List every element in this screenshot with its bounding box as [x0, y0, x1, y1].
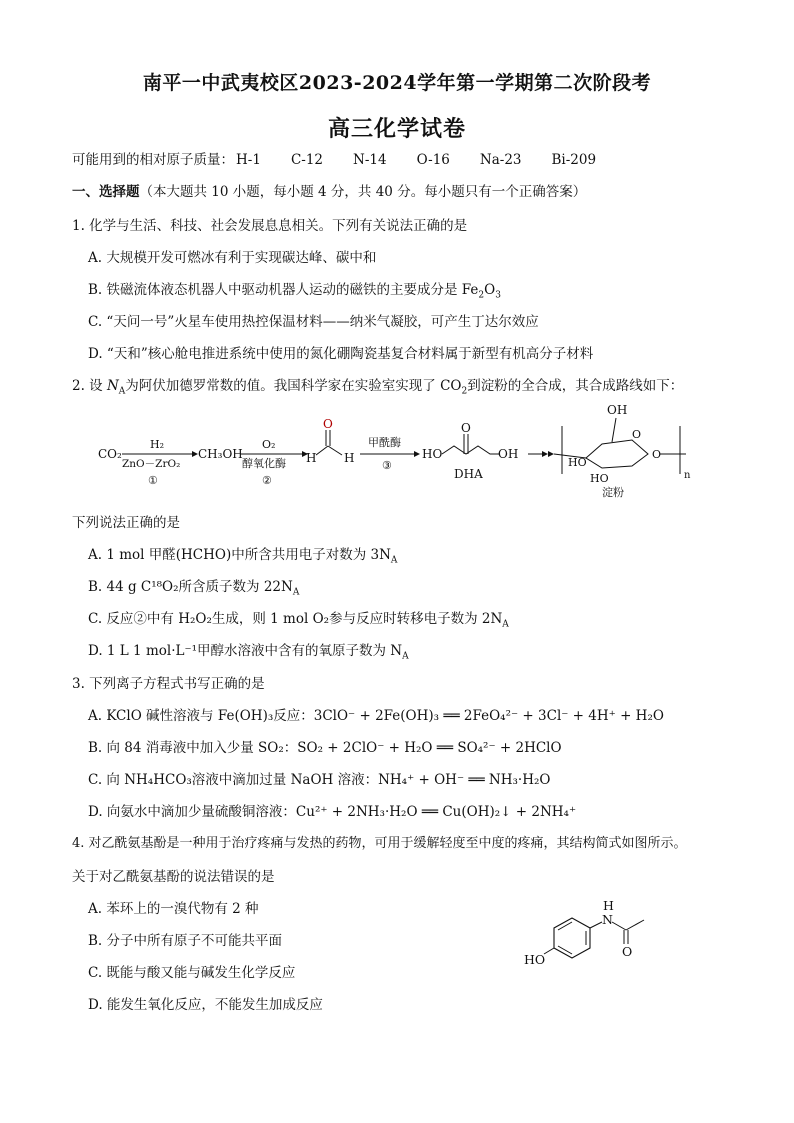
struct-n: N — [602, 912, 613, 927]
atomic-masses-label: 可能用到的相对原子质量： — [72, 152, 234, 168]
synthesis-scheme — [92, 400, 712, 510]
mass-bi: Bi-209 — [551, 152, 597, 168]
exam-title: 南平一中武夷校区2023-2024学年第一学期第二次阶段考 — [142, 72, 652, 94]
starch-ring — [586, 440, 648, 468]
arrow-4-head-a — [542, 451, 548, 457]
q2-option-b-text: B. 44 g C¹⁸O₂所含质子数为 22N — [88, 579, 293, 595]
scheme-step1: ① — [148, 474, 158, 487]
q3-option-b: B. 向 84 消毒液中加入少量 SO₂：SO₂ + 2ClO⁻ + H₂O ══ SO₄²⁻ + 2HClO — [88, 740, 562, 756]
struct-ho: HO — [524, 952, 546, 967]
benzene-double-3 — [558, 946, 572, 954]
q2-option-d-sub: A — [402, 651, 409, 662]
starch-ho-bottom: HO — [590, 472, 609, 485]
section-title: 一、选择题 — [72, 184, 140, 200]
q2-stem-sub: 2 — [461, 386, 468, 397]
n-bond — [590, 922, 602, 928]
amide-bond — [612, 922, 626, 930]
hcho-h-left: H — [306, 451, 317, 465]
paracetamol-structure — [520, 892, 680, 976]
q3-option-a: A. KClO 碱性溶液与 Fe(OH)₃反应：3ClO⁻ + 2Fe(OH)₃ ══ 2FeO₄²⁻ + 3Cl⁻ + 4H⁺ + H₂O — [88, 708, 664, 724]
hcho-o: O — [323, 417, 333, 431]
q2-option-b-sub: A — [292, 587, 300, 598]
ho-bond — [544, 948, 554, 954]
q4-option-c: C. 既能与酸又能与碱发生化学反应 — [88, 965, 296, 981]
dha-o: O — [461, 421, 471, 435]
q2-stem-end: 到淀粉的全合成，其合成路线如下： — [467, 378, 684, 394]
starch-ch2oh-bond — [612, 418, 616, 442]
section-heading — [72, 183, 586, 201]
q3-option-c: C. 向 NH₄HCO₃溶液中滴加过量 NaOH 溶液：NH₄⁺ + OH⁻ ══ NH₃·H₂O — [88, 772, 551, 788]
q4-option-b: B. 分子中所有原子不可能共平面 — [88, 933, 283, 949]
starch-ho-left: HO — [568, 456, 587, 469]
q3-stem: 3. 下列离子方程式书写正确的是 — [72, 676, 265, 692]
section-note: （本大题共 10 小题，每小题 4 分，共 40 分。每小题只有一个正确答案） — [139, 184, 587, 200]
q2-stem-mid: 为阿伏加德罗常数的值。我国科学家在实验室实现了 CO — [125, 378, 462, 394]
q3-option-d: D. 向氨水中滴加少量硫酸铜溶液：Cu²⁺ + 2NH₃·H₂O ══ Cu(OH)₂↓ + 2NH₄⁺ — [88, 804, 577, 820]
q2-option-a — [88, 546, 397, 564]
atomic-masses — [72, 151, 596, 169]
methyl-bond — [626, 920, 644, 930]
q1-option-a: A. 大规模开发可燃冰有利于实现碳达峰、碳中和 — [88, 250, 377, 266]
exam-subtitle: 高三化学试卷 — [327, 116, 466, 142]
arrow-4-head-b — [548, 451, 554, 457]
q2-stem-na: N — [106, 378, 119, 394]
benzene-double-1 — [558, 922, 572, 930]
q1-option-b-sub1: 2 — [478, 290, 485, 301]
q2-stem-pre: 2. 设 — [72, 378, 107, 394]
q1-option-b-text: B. 铁磁流体液态机器人中驱动机器人运动的磁铁的主要成分是 Fe — [88, 282, 479, 298]
scheme-enzyme2: 甲酰酶 — [368, 436, 401, 449]
arrow-3-head — [414, 451, 420, 457]
scheme-step2: ② — [262, 474, 272, 487]
struct-o: O — [622, 944, 633, 959]
q4-option-a: A. 苯环上的一溴代物有 2 种 — [88, 901, 259, 917]
q4-stem: 4. 对乙酰氨基酚是一种用于治疗疼痛与发热的药物，可用于缓解轻度至中度的疼痛，其结构简式如图所示。 — [72, 836, 687, 851]
dha-ho: HO — [422, 447, 443, 461]
hcho-h-right: H — [344, 451, 355, 465]
starch-o-right: O — [652, 448, 662, 461]
hcho-bond-right — [328, 446, 342, 455]
q1-option-c: C. “天问一号”火星车使用热控保温材料——纳米气凝胶，可产生丁达尔效应 — [88, 314, 539, 330]
starch-label: 淀粉 — [602, 486, 624, 499]
q2-option-a-text: A. 1 mol 甲醛(HCHO)中所含共用电子对数为 3N — [88, 547, 391, 563]
scheme-h2: H₂ — [150, 438, 165, 451]
mass-n: N-14 — [353, 152, 387, 168]
q1-option-d: D. “天和”核心舱电推进系统中使用的氮化硼陶瓷基复合材料属于新型有机高分子材料 — [88, 346, 594, 362]
q2-option-d — [88, 642, 409, 660]
scheme-o2: O₂ — [262, 438, 276, 451]
q1-option-b — [88, 281, 501, 299]
dha-skeleton — [442, 446, 500, 454]
starch-n: n — [684, 470, 691, 481]
dha-label: DHA — [454, 467, 483, 481]
hcho-bond-left — [316, 446, 328, 455]
struct-h: H — [603, 898, 614, 913]
starch-ring-o: O — [632, 428, 642, 441]
q2-option-c — [88, 610, 509, 628]
q2-lead: 下列说法正确的是 — [72, 515, 180, 531]
q2-stem — [72, 377, 683, 395]
scheme-enzyme1: 醇氧化酶 — [242, 457, 286, 470]
q1-option-b-sub2: 3 — [495, 290, 501, 301]
mass-na: Na-23 — [479, 152, 522, 168]
q1-option-b-o: O — [484, 282, 496, 298]
mass-o: O-16 — [416, 152, 450, 168]
scheme-cat1: ZnO－ZrO₂ — [122, 458, 181, 470]
mass-h: H-1 — [236, 152, 261, 168]
q1-stem: 1. 化学与生活、科技、社会发展息息相关。下列有关说法正确的是 — [72, 218, 468, 234]
q2-option-c-text: C. 反应②中有 H₂O₂生成，则 1 mol O₂参与反应时转移电子数为 2N — [88, 611, 503, 627]
scheme-ch3oh: CH₃OH — [198, 447, 243, 461]
q2-option-d-text: D. 1 L 1 mol·L⁻¹甲醇水溶液中含有的氧原子数为 N — [88, 643, 403, 659]
starch-oh-top: OH — [607, 403, 628, 417]
scheme-co2: CO₂ — [98, 447, 122, 461]
q4-lead: 关于对乙酰氨基酚的说法错误的是 — [72, 869, 275, 885]
q2-option-b — [88, 578, 299, 596]
q2-stem-a: A — [118, 386, 126, 397]
scheme-step3: ③ — [382, 459, 392, 472]
benzene-ring — [554, 918, 590, 958]
q2-option-a-sub: A — [390, 555, 398, 566]
q2-option-c-sub: A — [502, 619, 509, 630]
q4-option-d: D. 能发生氧化反应，不能发生加成反应 — [88, 997, 323, 1013]
mass-c: C-12 — [290, 152, 324, 168]
dha-oh: OH — [498, 447, 519, 461]
